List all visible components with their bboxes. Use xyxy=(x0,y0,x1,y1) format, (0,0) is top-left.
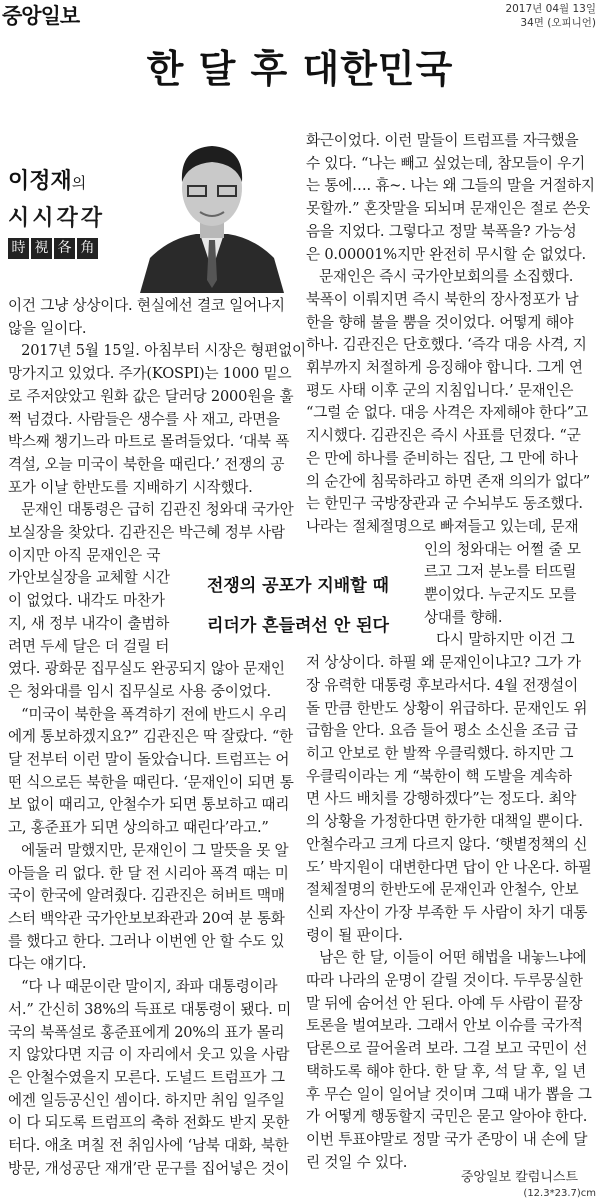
article-size-note: (12.3*23.7)cm xyxy=(523,1188,596,1199)
body-line: 령이 될 판이다. xyxy=(306,926,403,944)
body-line: 말 뒤에 숨어선 안 된다. 아예 두 사람이 끝장 xyxy=(306,994,583,1012)
issue-info xyxy=(505,2,596,30)
column-author xyxy=(8,164,105,195)
body-line: 저 상상이다. 하필 왜 문재인이냐고? 그가 가 xyxy=(306,654,581,672)
body-line: 이건 그냥 상상이다. 현실에선 결코 일어나지 xyxy=(8,297,285,314)
body-line: 박스째 챙기느라 마트로 몰려들었다. ‘대북 폭 xyxy=(8,433,290,451)
column-name: 시시각각 xyxy=(8,206,106,231)
body-line: 급함을 안다. 요즘 들어 평소 소신을 조금 급 xyxy=(306,722,578,740)
body-line: 상대를 향해. xyxy=(424,608,503,626)
body-line: 보실장을 찾았다. 김관진은 박근혜 정부 사람 xyxy=(8,524,285,542)
body-line: 못할까.” 혼잣말을 되뇌며 문재인은 절로 쓴웃 xyxy=(306,200,591,218)
body-line: 는 통에…. 휴~. 나는 왜 그들의 말을 거절하지 xyxy=(306,177,595,195)
body-line: 음을 지었다. 그렇다고 정말 북폭을? 가능성 xyxy=(306,222,577,240)
body-line: 서.” 간신히 38%의 득표로 대통령이 됐다. 미 xyxy=(8,1000,292,1018)
body-line: 지시했다. 김관진은 즉시 사표를 던졌다. “군 xyxy=(306,427,581,445)
body-line: 토론을 벌여보라. 그래서 안보 이슈를 국가적 xyxy=(306,1017,583,1035)
body-line: 한을 향해 불을 뿜을 것이었다. 어떻게 해야 xyxy=(306,313,574,331)
body-line: 의 상황을 가정한다면 한가한 대책일 뿐이다. xyxy=(306,813,583,831)
body-line: 은 만에 하나를 준비하는 집단, 그 만에 하나 xyxy=(306,449,578,467)
hanja-char: 角 xyxy=(77,238,98,259)
body-line: 지, 새 정부 내각이 출범하 xyxy=(8,614,170,632)
body-line: 가안보실장을 교체할 시간 xyxy=(8,569,170,587)
body-line: 쩍 넘겼다. 사람들은 생수를 사 재고, 라면을 xyxy=(8,410,280,428)
body-line: 장 유력한 대통령 후보라서다. 4월 전쟁설이 xyxy=(306,676,578,694)
body-line: 이번 투표야말로 정말 국가 존망이 내 손에 달 xyxy=(306,1130,588,1148)
body-line: 수 있다. “나는 빼고 싶었는데, 참모들이 우기 xyxy=(306,154,586,172)
body-line: 절체절명의 한반도에 문재인과 안철수, 안보 xyxy=(306,881,579,899)
body-line: 택하도록 해야 한다. 한 달 후, 석 달 후, 일 년 xyxy=(306,1062,587,1080)
body-line: 국이 한국에 알려줬다. 김관진은 허버트 맥매 xyxy=(8,887,285,905)
page-section: 34면 (오피니언) xyxy=(520,17,596,29)
body-line: 뿐이었다. 누군지도 모를 xyxy=(424,586,577,604)
body-line: 다는 얘기다. xyxy=(8,955,87,973)
body-line: 지 않았다면 지금 이 자리에서 웃고 있을 사람 xyxy=(8,1046,290,1064)
body-line: 이지만 아직 문재인은 국 xyxy=(8,546,161,564)
hanja-char: 視 xyxy=(31,238,52,259)
body-line: 안철수라고 크게 다르지 않다. ‘햇볕정책의 신 xyxy=(306,835,588,853)
body-line: 인의 청와대는 어쩔 줄 모 xyxy=(424,540,581,558)
body-line: “미국이 북한을 폭격하기 전에 반드시 우리 xyxy=(21,705,287,723)
column-title-box xyxy=(8,164,105,259)
body-line: “그럴 순 없다. 대응 사격은 자제해야 한다”고 xyxy=(306,404,588,422)
author-suffix: 의 xyxy=(71,174,87,192)
body-line: “다 나 때문이란 말이지, 좌파 대통령이라 xyxy=(21,978,278,996)
pull-quote-line: 리더가 흔들려선 안 된다 xyxy=(207,616,389,636)
body-line: 후 무슨 일이 일어날 것이며 그때 내가 뽑을 그 xyxy=(306,1085,592,1103)
body-line: 고, 홍준표가 되면 상의하고 때린다’라고.” xyxy=(8,819,269,837)
body-line: 국의 북폭설로 홍준표에게 20%의 표가 몰리 xyxy=(8,1023,285,1041)
body-column-right xyxy=(306,130,594,1174)
body-line: 의 순간에 침묵하라고 하면 존재 의의가 없다” xyxy=(306,472,591,490)
body-line: 남은 한 달, 이들이 어떤 해법을 내놓느냐에 xyxy=(319,949,587,967)
body-line: 북폭이 이뤄지면 즉시 북한의 장사정포가 남 xyxy=(306,290,579,308)
body-line: 문재인 대통령은 급히 김관진 청와대 국가안 xyxy=(21,501,294,519)
body-line: 휘부까지 처절하게 응징해야 합니다. 그게 연 xyxy=(306,359,583,377)
body-line: 터다. 애초 며칠 전 취임사에 ‘남북 대화, 북한 xyxy=(8,1137,289,1155)
body-line: 린 것일 수 있다. xyxy=(306,1153,408,1171)
body-line: 는 한민구 국방장관과 군 수뇌부도 동조했다. xyxy=(306,495,583,513)
masthead xyxy=(0,0,600,28)
body-line: 담론으로 끌어올려 보라. 그걸 보고 국민이 선 xyxy=(306,1040,588,1058)
body-line: 은 안철수였을지 모른다. 도널드 트럼프가 그 xyxy=(8,1068,285,1086)
body-line: 돌 만큼 한반도 상황이 위급하다. 문재인도 위 xyxy=(306,699,588,717)
body-line: 를 했다고 한다. 그러나 이번엔 안 할 수도 있 xyxy=(8,932,285,950)
author-photo xyxy=(130,130,293,293)
hanja-char: 時 xyxy=(8,238,29,259)
body-line: 신뢰 자산이 가장 부족한 두 사람이 차기 대통 xyxy=(306,903,588,921)
body-line: 히고 안보로 한 발짝 우클릭했다. 하지만 그 xyxy=(306,744,574,762)
body-line: 격설, 오늘 미국이 북한을 때린다.’ 전쟁의 공 xyxy=(8,455,285,473)
headline: 한 달 후 대한민국 xyxy=(146,47,454,91)
byline: 중앙일보 칼럼니스트 xyxy=(460,1170,578,1185)
body-line: 려면 두세 달은 더 걸릴 터 xyxy=(8,637,170,655)
hanja-char: 各 xyxy=(54,238,75,259)
body-line: 우클릭이라는 게 “북한이 핵 도발을 계속하 xyxy=(306,767,572,785)
issue-date: 2017년 04월 13일 xyxy=(505,3,596,15)
pull-quote-line: 전쟁의 공포가 지배할 때 xyxy=(207,576,389,596)
body-line: 평도 사태 이후 군의 지침입니다.’ 문재인은 xyxy=(306,381,574,399)
body-line: 방문, 개성공단 재개’란 문구를 집어넣은 것이 xyxy=(8,1159,290,1177)
body-line: 다시 말하지만 이건 그 xyxy=(436,631,575,649)
body-line: 화근이었다. 이런 말들이 트럼프를 자극했을 xyxy=(306,132,579,149)
column-hanja xyxy=(8,238,105,259)
body-line: 이 없었다. 내각도 마찬가 xyxy=(8,592,165,610)
body-line: 면 사드 배치를 강행하겠다”는 정도다. 최악 xyxy=(306,790,577,808)
body-line: 이 다 되도록 트럼프의 축하 전화도 받지 못한 xyxy=(8,1114,290,1132)
body-line: 스터 백악관 국가안보보좌관과 20여 분 통화 xyxy=(8,909,285,927)
body-line: 아들을 리 없다. 한 달 전 시리아 폭격 때는 미 xyxy=(8,864,289,882)
body-line: 하나. 김관진은 단호했다. ‘즉각 대응 사격, 지 xyxy=(306,336,587,354)
body-line: 문재인은 즉시 국가안보회의를 소집했다. xyxy=(319,268,574,286)
body-line: 에게 통보하겠지요?” 김관진은 딱 잘랐다. “한 xyxy=(8,728,294,746)
author-name: 이정재 xyxy=(8,169,72,194)
body-line: 포가 이날 한반도를 지배하기 시작했다. xyxy=(8,478,253,496)
body-line: 나라는 절체절명으로 빠져들고 있는데, 문재 xyxy=(306,517,579,535)
body-line: 은 청와대를 임시 집무실로 사용 중이었다. xyxy=(8,682,271,700)
body-line: 에둘러 말했지만, 문재인이 그 말뜻을 못 알 xyxy=(21,841,289,859)
body-line: 않을 일이다. xyxy=(8,319,87,337)
body-line: 은 0.00001%지만 완전히 무시할 순 없었다. xyxy=(306,245,586,263)
body-line: 2017년 5월 15일. 아침부터 시장은 형편없이 xyxy=(21,342,306,360)
body-line: 달 전부터 이런 말이 돌았습니다. 트럼프는 어 xyxy=(8,751,290,769)
newspaper-logo: 중앙일보 xyxy=(2,4,80,28)
body-line: 보 없이 때리고, 안철수가 되면 통보하고 때리 xyxy=(8,796,290,814)
body-line: 로 주저앉았고 원화 값은 달러당 2000원을 훌 xyxy=(8,387,294,405)
body-line: 가 어떻게 행동할지 국민은 묻고 알아야 한다. xyxy=(306,1108,588,1126)
body-line: 르고 그저 분노를 터뜨릴 xyxy=(424,563,577,581)
body-line: 였다. 광화문 집무실도 완공되지 않아 문재인 xyxy=(8,660,285,678)
body-line: 망가지고 있었다. 주가(KOSPI)는 1000 밑으 xyxy=(8,365,292,383)
body-line: 도’ 박지원이 대변한다면 답이 안 나온다. 하필 xyxy=(306,858,592,876)
body-line: 에겐 일등공신인 셈이다. 하지만 취임 일주일 xyxy=(8,1091,285,1109)
body-line: 떤 식으로든 북한을 때린다. ‘문재인이 되면 통 xyxy=(8,773,294,791)
body-line: 따라 나라의 운명이 갈릴 것이다. 두루뭉실한 xyxy=(306,972,583,990)
